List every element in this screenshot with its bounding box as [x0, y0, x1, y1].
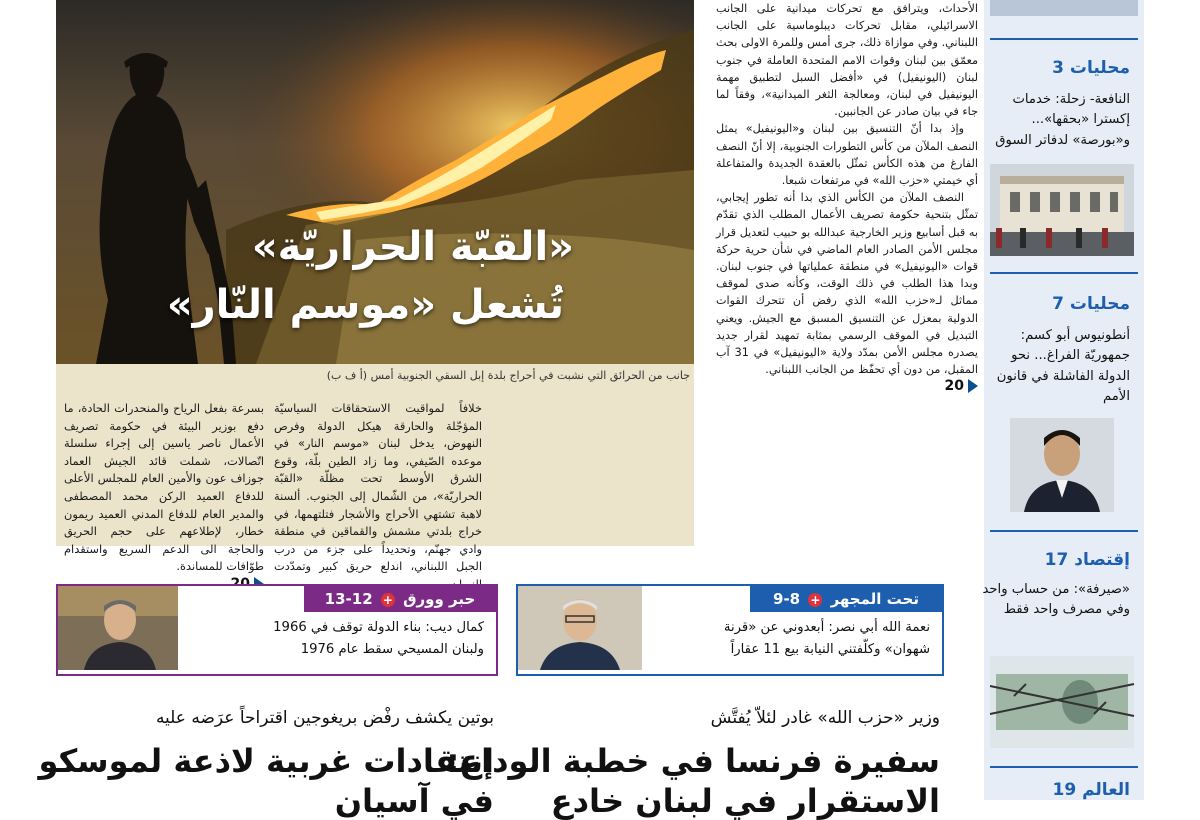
feature-headline-line1[interactable]: «القبّة الحراريّة» — [251, 224, 574, 270]
story-headline[interactable]: سفيرة فرنسا في خطبة الوداع: — [446, 742, 940, 780]
banknote-barbed-wire-illustration — [990, 656, 1134, 748]
promo-line: شهوان» وكلّفتني النيابة بيع 11 عقاراً — [730, 642, 930, 657]
portrait-illustration — [518, 586, 642, 670]
building-photo-illustration — [990, 164, 1134, 256]
wildfire-photo — [56, 0, 694, 364]
promo-line: ولبنان المسيحي سقط عام 1976 — [300, 642, 484, 657]
feature-headline-line2[interactable]: تُشعل «موسم النّار» — [166, 282, 564, 328]
plus-icon: + — [810, 592, 821, 607]
rail-photo — [990, 656, 1134, 748]
promo-photo — [518, 586, 642, 670]
rail-divider — [990, 766, 1138, 768]
promo-pages: 12-13 — [324, 590, 373, 608]
promo-tag-label: تحت المجهر — [830, 590, 919, 608]
promo-pages: 8-9 — [773, 590, 801, 608]
portrait-illustration — [1010, 418, 1114, 512]
rail-section-heading[interactable]: محليات 7 — [1052, 294, 1130, 314]
rail-section-heading[interactable]: إقتصاد 17 — [1044, 550, 1130, 570]
rail-thumbnail-top — [990, 0, 1138, 16]
rail-section-heading[interactable]: العالم 19 — [1052, 780, 1130, 800]
promo-box-hebr-wa-waraq[interactable] — [56, 584, 498, 676]
rail-item-text[interactable]: النافعة- زحلة: خدمات إكسترا «بحقها»... و«بورصة» لدفاتر السوق — [995, 92, 1130, 148]
rail-divider — [990, 530, 1138, 532]
story-headline-line2[interactable]: الاستقرار في لبنان خادع — [550, 782, 940, 820]
story-headline-line2[interactable]: في آسيان — [334, 782, 494, 820]
plus-icon: + — [382, 592, 393, 607]
story-kicker[interactable]: وزير «حزب الله» غادر لئلاّ يُفتَّش — [710, 708, 940, 728]
feature-column-mid-text: خلافاً لمواقيت الاستحقاقات السياسيّة المؤجّلة والحارقة هيكل الدولة وفرص النهوض، يدخل لبنان «موسم النار» في موعده الصّيفي، وما زاد الطين بلّة، وقوع الشرق الأوسط تحت مظلّة «القبّة الحراريّة»، من الشّمال إلى الجنوب. ألسنة لاهبة تشتهي الأحراج والأشجار فتلتهمها، في خراج بلدتي مشمش والقماقين في منطقة وادي جهنّم، وتحديداً على جزء من درب الجبل اللبناني، اندلع حريق كبير وتمدّدت — [274, 401, 482, 574]
story-headline[interactable]: إنتقادات غربية لاذعة لموسكو — [38, 742, 494, 780]
rail-divider — [990, 38, 1138, 40]
promo-line: كمال ديب: بناء الدولة توقف في 1966 — [273, 620, 484, 635]
promo-tag — [304, 586, 496, 612]
lead-story-paragraph: الأحداث، ويترافق مع تحركات ميدانية على الجانب الاسرائيلي، مقابل تحركات ديبلوماسية على الجانب اللبناني. وفي موازاة ذلك، جرى أمس وللمرة الاولى بحث معمّق بين لبنان وقوات الامم المتحدة العاملة في جنوب لبنان (اليونيفيل) في «أفضل السبل لتطبيق مهمة اليونيفيل في لبنان، ومعالجة الثغر الميدانية»، وفقاً لما جاء في بيان صادر عن الجانبين. — [716, 2, 978, 119]
feature-column-left-text: بسرعة بفعل الرياح والمنحدرات الحادة، ما دفع بوزير البيئة في حكومة تصريف الأعمال ناصر ياسين إلى إجراء سلسلة اتّصالات، شملت قائد الجيش العماد جوزاف عون والأمين العام للمجلس الأعلى للدفاع العميد الركن محمد المصطفى والمدير العام للدفاع المدني العميد ريمون خطار، لإطلاعهم على حجم الحريق والحاجة الى الدعم السريع واستقدام طوّافات للمساندة. — [64, 401, 264, 574]
promo-tag — [750, 586, 942, 612]
promo-photo — [58, 586, 178, 670]
photo-caption: جانب من الحرائق التي نشبت في أحراج بلدة إبل السقي الجنوبية أمس (أ ف ب) — [326, 369, 690, 382]
feature-column-left — [64, 400, 264, 574]
lead-story-paragraph: وإذ بدا أنّ التنسيق بين لبنان و«اليونيفيل» يمثل النصف الملآن من كأس التطورات الجنوبية، إلا أنّ النصف الفارغ من هذه الكأس تمثّل بالعقدة الجديدة والمتفاعلة أي خيمتي «حزب الله» في مرتفعات شبعا. — [716, 122, 978, 188]
lead-story-paragraph: النصف الملآن من الكأس الذي بدا أنه تطور إيجابي، تمثّل بتنحية حكومة تصريف الأعمال المطلب الذي تقدّم به قبل أسابيع وزير الخارجية عبدالله بو حبيب لتعديل قرار مجلس الأمن الصادر العام الماضي في شأن حرية حركة قوات «اليونيفيل» في منطقة عملياتها في جنوب لبنان. وبدا هذا الطلب في ذلك الوقت، وكأنه صدى لموقف مماثل لـ«حزب الله» الذي رفض أن تتحرك القوات الدولية بمعزل عن التنسيق المسبق مع الجيش. ويعني التبديل في الموقف الرسمي بمثابة تمهيد لقرار جديد يصدره مجلس الأمن بمدّد ولاية «اليونيفيل» في 31 آب المقبل، من دون أي تحفّظ من الجانب اللبناني. — [716, 191, 978, 377]
rail-photo — [990, 164, 1134, 256]
continue-arrow-icon — [968, 379, 978, 393]
index-rail — [984, 0, 1144, 800]
lead-story-column — [716, 0, 978, 546]
portrait-illustration — [58, 586, 178, 670]
rail-item-text[interactable]: «صيرفة»: من حساب واحد وفي مصرف واحد فقط — [982, 582, 1130, 618]
author-avatar — [1010, 418, 1114, 512]
rail-section-heading[interactable]: محليات 3 — [1052, 58, 1130, 78]
story-kicker[interactable]: بوتين يكشف رفْض بريغوجين اقتراحاً عرَضه عليه — [155, 708, 494, 728]
continued-page-ref[interactable]: 20 — [945, 378, 978, 395]
promo-tag-label: حبر وورق — [403, 590, 476, 608]
promo-box-taht-al-mijhar[interactable] — [516, 584, 944, 676]
rail-item-text[interactable]: أنطونيوس أبو كسم: جمهوريّة الفراغ... نحو الدولة الفاشلة في قانون الأمم — [996, 328, 1130, 405]
feature-column-mid — [274, 400, 482, 574]
promo-line: نعمة الله أبي نصر: أبعدوني عن «قرنة — [723, 620, 930, 635]
rail-divider — [990, 272, 1138, 274]
